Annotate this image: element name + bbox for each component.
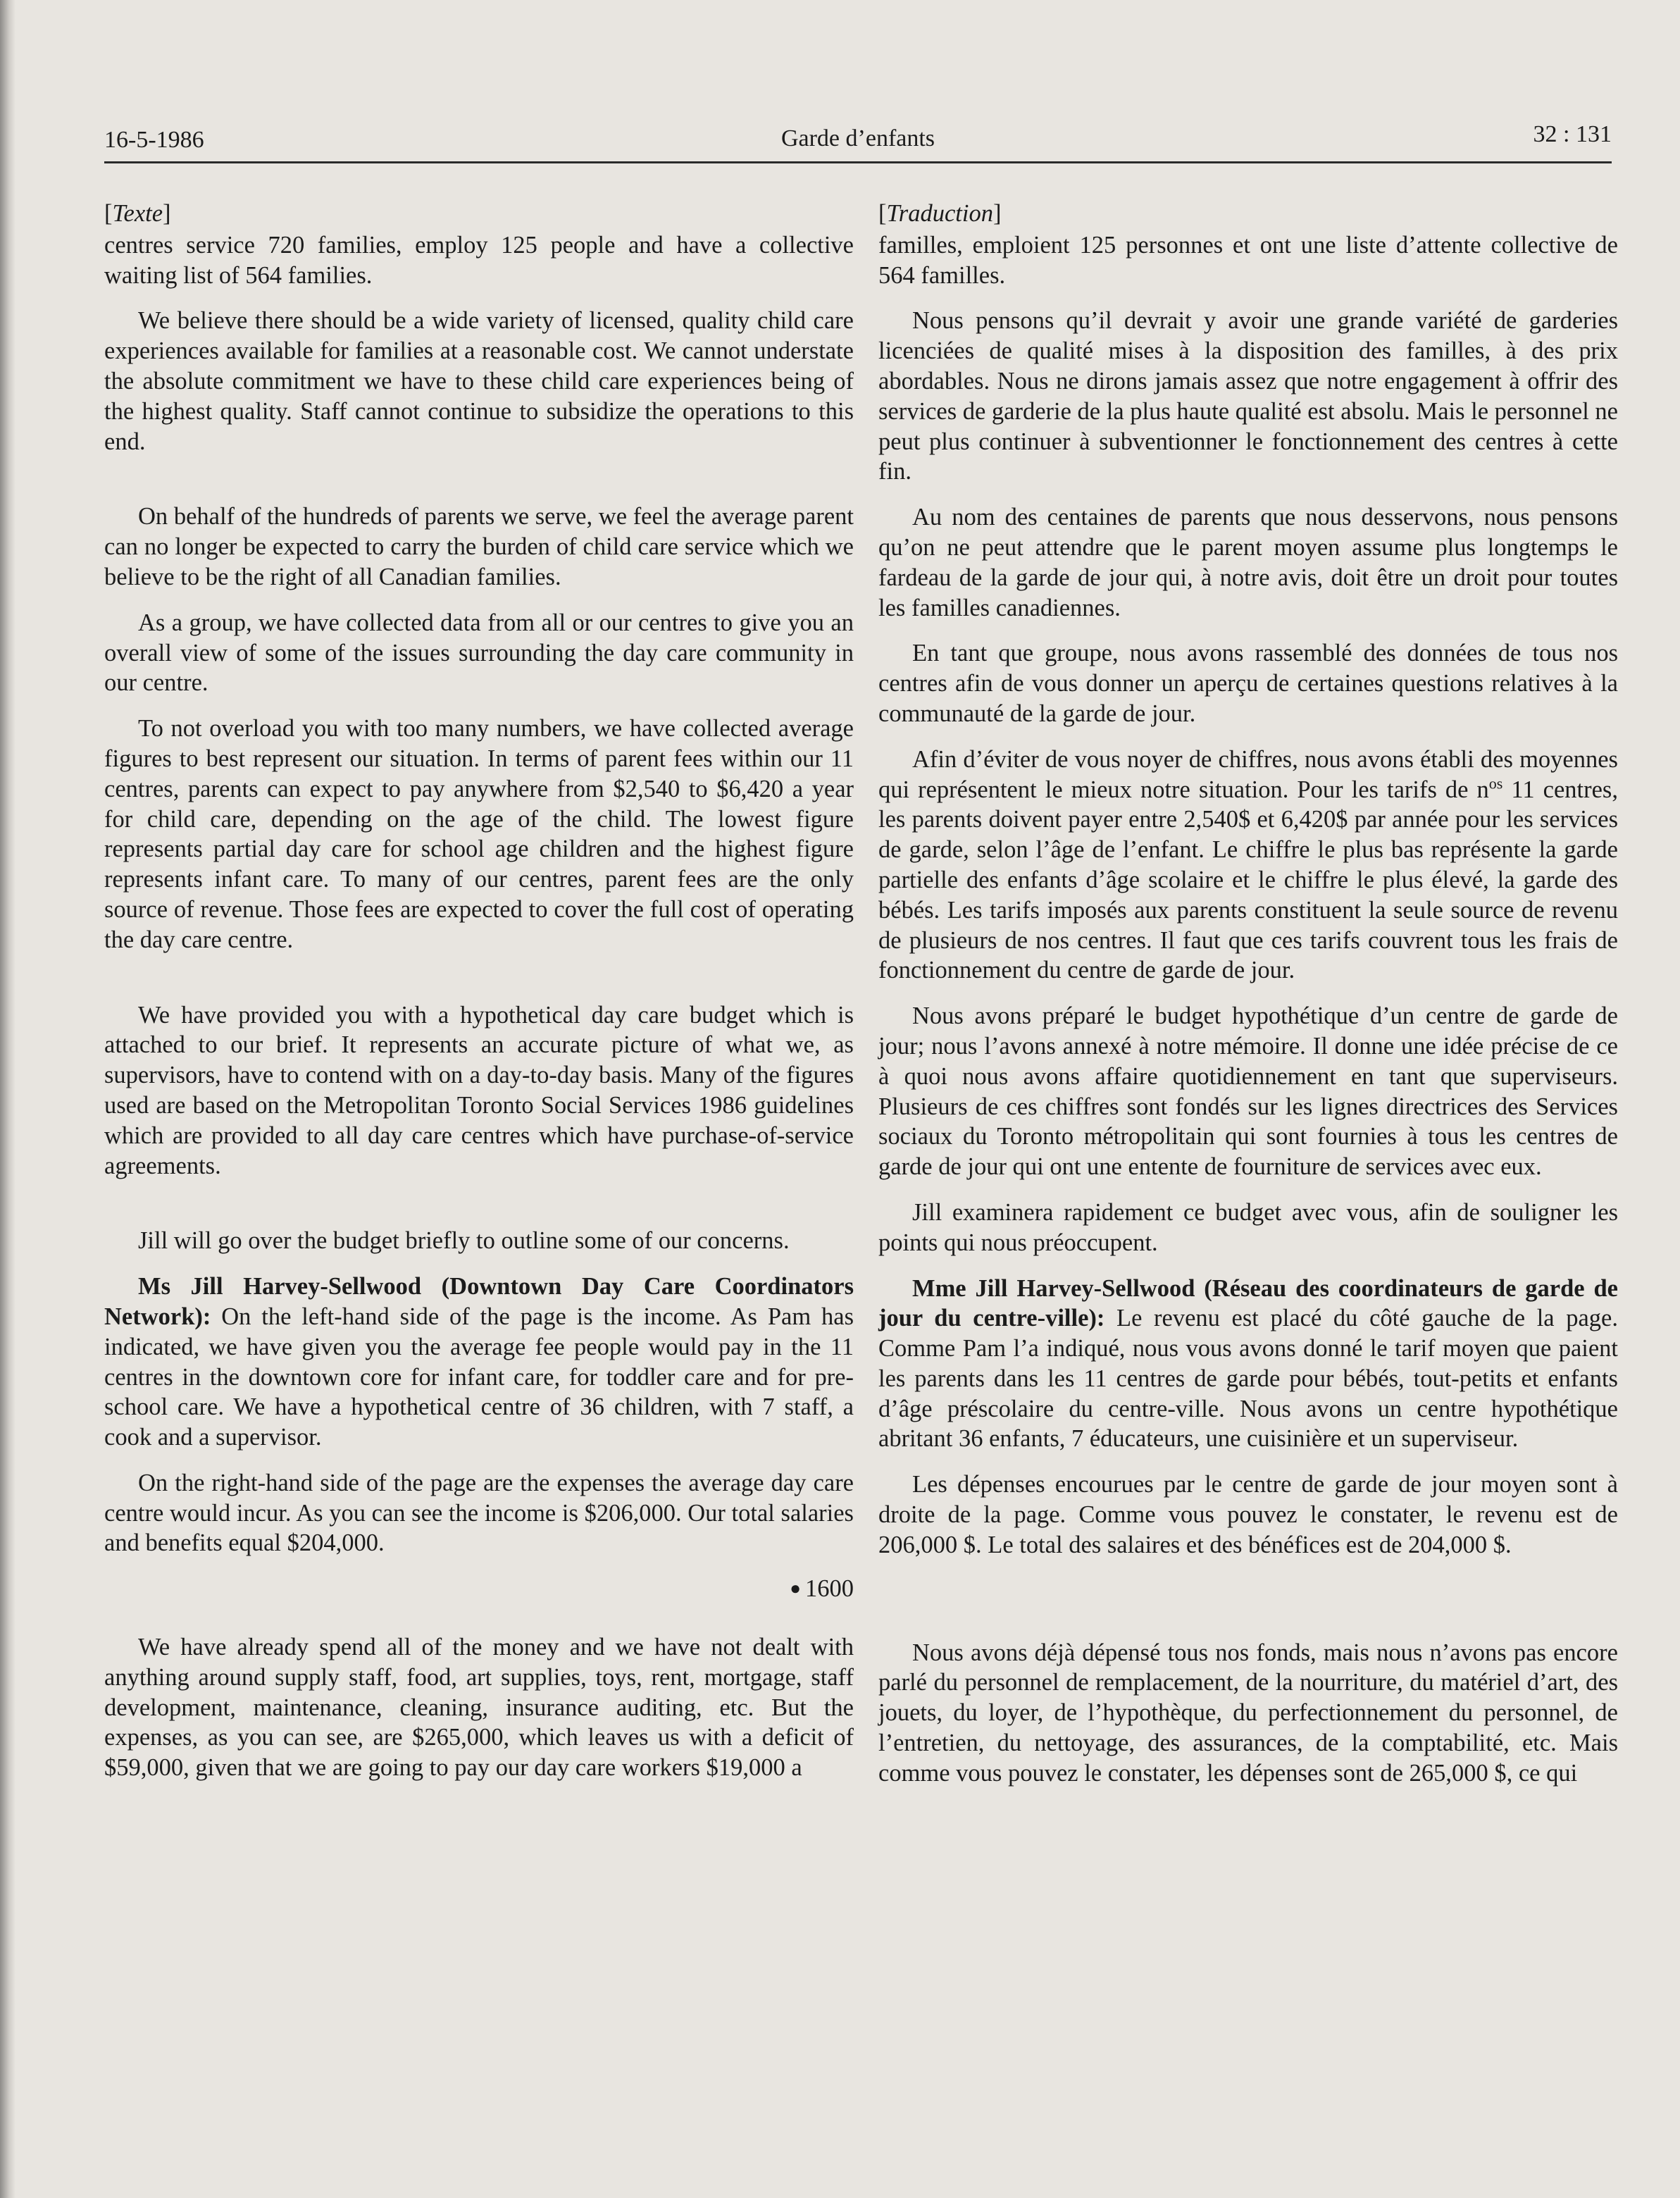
- paragraph: On the right-hand side of the page are the expenses the average day care centre would incur. As you can see the income is $206,000. Our total salaries and benefits equal $204,000.: [104, 1469, 854, 1557]
- bullet-icon: ●: [790, 1578, 801, 1599]
- page-header: [104, 121, 1612, 161]
- superscript-os: os: [1488, 774, 1503, 793]
- paragraph: Jill examinera rapidement ce budget avec vous, afin de souligner les points qui nous préoccupent.: [878, 1198, 1618, 1256]
- paragraph: Jill will go over the budget briefly to outline some of our concerns.: [138, 1227, 790, 1255]
- header-date: 16-5-1986: [104, 127, 204, 153]
- paragraph: We have already spend all of the money and we have not dealt with anything around supply staff, food, art supplies, toys, rent, mortgage, staff development, maintenance, cleaning, insurance auditing, etc. But the expenses, as you can see, are $265,000, which leaves us with a deficit of $59,000, given that we are going to pay our day care workers $19,000 a: [104, 1634, 854, 1782]
- paragraph: We believe there should be a wide variety of licensed, quality child care experiences available for families at a reasonable cost. We cannot understate the absolute commitment we have to these child care experiences being of the highest quality. Staff cannot continue to subsidize the operations to this end.: [104, 307, 854, 455]
- paragraph: familles, emploient 125 personnes et ont une liste d’attente collective de 564 familles.: [878, 231, 1618, 289]
- speaker-paragraph: [878, 1274, 1618, 1455]
- paragraph: Nous avons déjà dépensé tous nos fonds, mais nous n’avons pas encore parlé du personnel de remplacement, de la nourriture, du matériel d’art, des jouets, du loyer, de l’hypothèque, du perfectionnement du personnel, de l’entretien, du nettoyage, des assurances, de la comptabilité, etc. Mais comme vous pouvez le constater, les dépenses sont de 265,000 $, ce qui: [878, 1639, 1618, 1787]
- french-column: [878, 199, 1618, 1804]
- paragraph: Au nom des centaines de parents que nous desservons, nous pensons qu’on ne peut attendre que le parent moyen assume plus longtemps le fardeau de la garde de jour qui, à notre avis, doit être un droit pour toutes les familles canadiennes.: [878, 504, 1618, 621]
- speaker-text: On the left-hand side of the page is the income. As Pam has indicated, we have given you the average fee people would pay in the 11 centres in the downtown core for infant care, for toddler care and for pre-school care. We have a hypothetical centre of 36 children, with 7 staff, a cook and a supervisor.: [104, 1303, 854, 1451]
- english-column: [104, 199, 854, 1799]
- paragraph: To not overload you with too many numbers, we have collected average figures to best represent our situation. In terms of parent fees within our 11 centres, parents can expect to pay anywhere from $2,540 to $6,420 a year for child care, depending on the age of the child. The lowest figure represents partial day care for school age children and the highest figure represents infant care. To many of our centres, parent fees are the only source of revenue. Those fees are expected to cover the full cost of operating the day care centre.: [104, 715, 854, 953]
- speaker-name: Mme Jill Harvey-Sellwood (Réseau des coordinateurs de garde de jour du centre-ville):: [878, 1274, 1618, 1332]
- speaker-text: Le revenu est placé du côté gauche de la page. Comme Pam l’a indiqué, nous vous avons donné le tarif moyen que paient les parents dans les 11 centres de garde pour bébés, tout-petits et enfants d’âge préscolaire du centre-ville. Nous avons un centre hypothétique abritant 36 enfants, 7 éducateurs, une cuisinière et un superviseur.: [878, 1305, 1618, 1453]
- paragraph: En tant que groupe, nous avons rassemblé des données de tous nos centres afin de vous donner un aperçu de certaines questions relatives à la communauté de la garde de jour.: [878, 640, 1618, 727]
- page-edge-shadow: [0, 0, 15, 2198]
- column-label-traduction: [Traduction]: [878, 200, 1002, 227]
- time-marker: ● 1600: [790, 1575, 854, 1603]
- column-label-texte: [Texte]: [104, 200, 171, 227]
- speaker-paragraph: [104, 1272, 854, 1453]
- paragraph: Nous pensons qu’il devrait y avoir une grande variété de garderies licenciées de qualité mises à la disposition des familles, à des prix abordables. Nous ne dirons jamais assez que notre engagement à offrir des services de garderie de la plus haute qualité est absolu. Mais le personnel ne peut plus continuer à subventionner le fonctionnement des centres à cette fin.: [878, 307, 1618, 485]
- paragraph: On behalf of the hundreds of parents we serve, we feel the average parent can no longer be expected to carry the burden of child care service which we believe to be the right of all Canadian families.: [104, 503, 854, 590]
- header-rule: [104, 161, 1612, 163]
- header-page-number: 32 : 131: [1533, 121, 1612, 147]
- paragraph: We have provided you with a hypothetical day care budget which is attached to our brief. It represents an accurate picture of what we, as supervisors, have to contend with on a day-to-day basis. Many of the figures used are based on the Metropolitan Toronto Social Services 1986 guidelines which are provided to all day care centres which have purchase-of-service agreements.: [104, 1001, 854, 1179]
- paragraph: Afin d’éviter de vous noyer de chiffres, nous avons établi des moyennes qui représentent le mieux notre situation. Pour les tarifs de $n^{os}$ 11 centres, les parents doivent payer entre 2,540$ et 6,420$ par année pour les services de garde, selon l’âge de l’enfant. Le chiffre le plus bas représente la garde partielle des enfants d’âge scolaire et le chiffre le plus élevé, la garde des bébés. Les tarifs imposés aux parents constituent la seule source de revenu de plusieurs de nos centres. Il faut que ces tarifs couvrent tous les frais de fonctionnement du centre de garde de jour.: [878, 745, 1618, 984]
- paragraph: centres service 720 families, employ 125 people and have a collective waiting list of 564 families.: [104, 231, 854, 289]
- paragraph: Les dépenses encourues par le centre de garde de jour moyen sont à droite de la page. Comme vous pouvez le constater, le revenu est de 206,000 $. Le total des salaires et des bénéfices est de 204,000 $.: [878, 1471, 1618, 1558]
- paragraph: Nous avons préparé le budget hypothétique d’un centre de garde de jour; nous l’avons annexé à notre mémoire. Il donne une idée précise de ce à quoi nous avons affaire quotidiennement en tant que superviseurs. Plusieurs de ces chiffres sont fondés sur les lignes directrices des Services sociaux du Toronto métropolitain qui sont fournies à tous les centres de garde de jour qui ont une entente de fourniture de services avec eux.: [878, 1002, 1618, 1181]
- paragraph: As a group, we have collected data from all or our centres to give you an overall view of some of the issues surrounding the day care community in our centre.: [104, 609, 854, 697]
- header-title: Garde d’enfants: [780, 125, 935, 151]
- speaker-name: Ms Jill Harvey-Sellwood (Downtown Day Care Coordinators Network):: [104, 1273, 854, 1330]
